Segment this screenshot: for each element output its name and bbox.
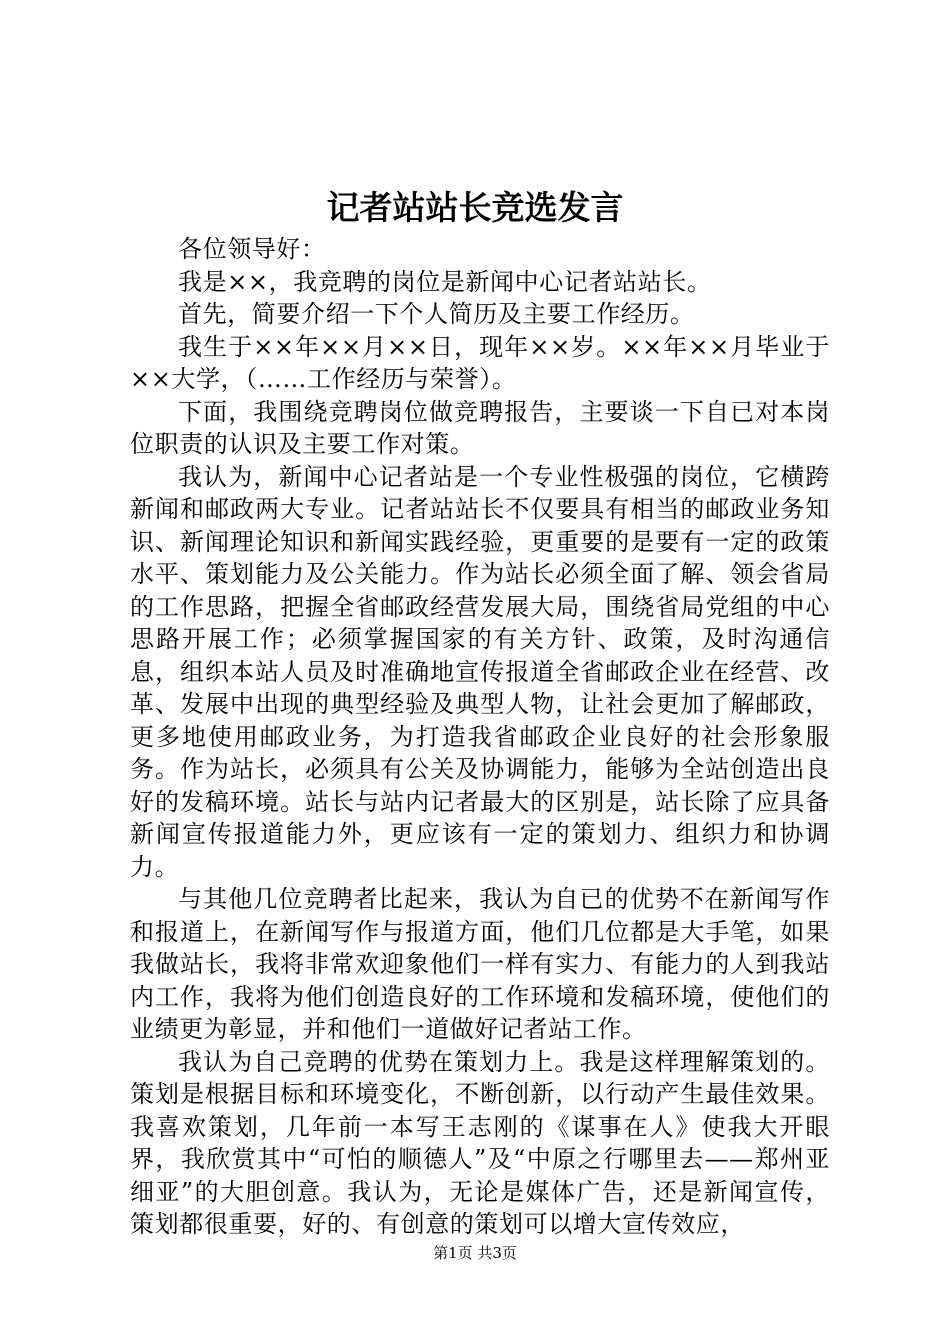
paragraph-greeting: 各位领导好： [178,235,326,263]
paragraph-role-understanding: 我认为，新闻中心记者站是一个专业性极强的岗位，它横跨新闻和邮政两大专业。记者站站长不仅要具有相当的邮政业务知识、新闻理论知识和新闻实践经验，更重要的是要有一定的政策水平、策划能力及公关能力。作为站长必须全面了解、领会省局的工作思路，把握全省邮政经营发展大局，围绕省局党组的中心思路开展工作；必须掌握国家的有关方针、政策，及时沟通信息，组织本站人员及时准确地宣传报道全省邮政企业在经营、改革、发展中出现的典型经验及典型人物，让社会更加了解邮政，更多地使用邮政业务，为打造我省邮政企业良好的社会形象服务。作为站长，必须具有公关及协调能力，能够为全站创造出良好的发稿环境。站长与站内记者最大的区别是，站长除了应具备新闻宣传报道能力外，更应该有一定的策划力、组织力和协调力。 [130,462,830,881]
paragraph-report-intro: 下面，我围绕竞聘岗位做竞聘报告，主要谈一下自已对本岗位职责的认识及主要工作对策。 [130,397,830,458]
paragraph-planning-strength: 我认为自己竞聘的优势在策划力上。我是这样理解策划的。策划是根据目标和环境变化，不断创新，以行动产生最佳效果。我喜欢策划，几年前一本写王志刚的《谋事在人》使我大开眼界，我欣赏其中“可怕的顺德人”及“中原之行哪里去——郑州亚细亚”的大胆创意。我认为，无论是媒体广告，还是新闻宣传，策划都很重要，好的、有创意的策划可以增大宣传效应， [130,1047,830,1238]
document-body [130,233,830,1241]
paragraph-self-intro: 我是××，我竞聘的岗位是新闻中心记者站站长。 [178,267,712,296]
document-title: 记者站站长竞选发言 [326,188,624,227]
paragraph-resume: 我生于××年××月××日，现年××岁。××年××月毕业于××大学，（……工作经历与荣誉）。 [130,332,830,393]
paragraph-comparison: 与其他几位竞聘者比起来，我认为自已的优势不在新闻写作和报道上，在新闻写作与报道方面，他们几位都是大手笔，如果我做站长，我将非常欢迎象他们一样有实力、有能力的人到我站内工作，我将为他们创造良好的工作环境和发稿环境，使他们的业绩更为彰显，并和他们一道做好记者站工作。 [130,885,830,1043]
paragraph-resume-intro: 首先，简要介绍一下个人简历及主要工作经历。 [178,300,695,328]
page-footer: 第1页 共3页 [433,1244,517,1262]
